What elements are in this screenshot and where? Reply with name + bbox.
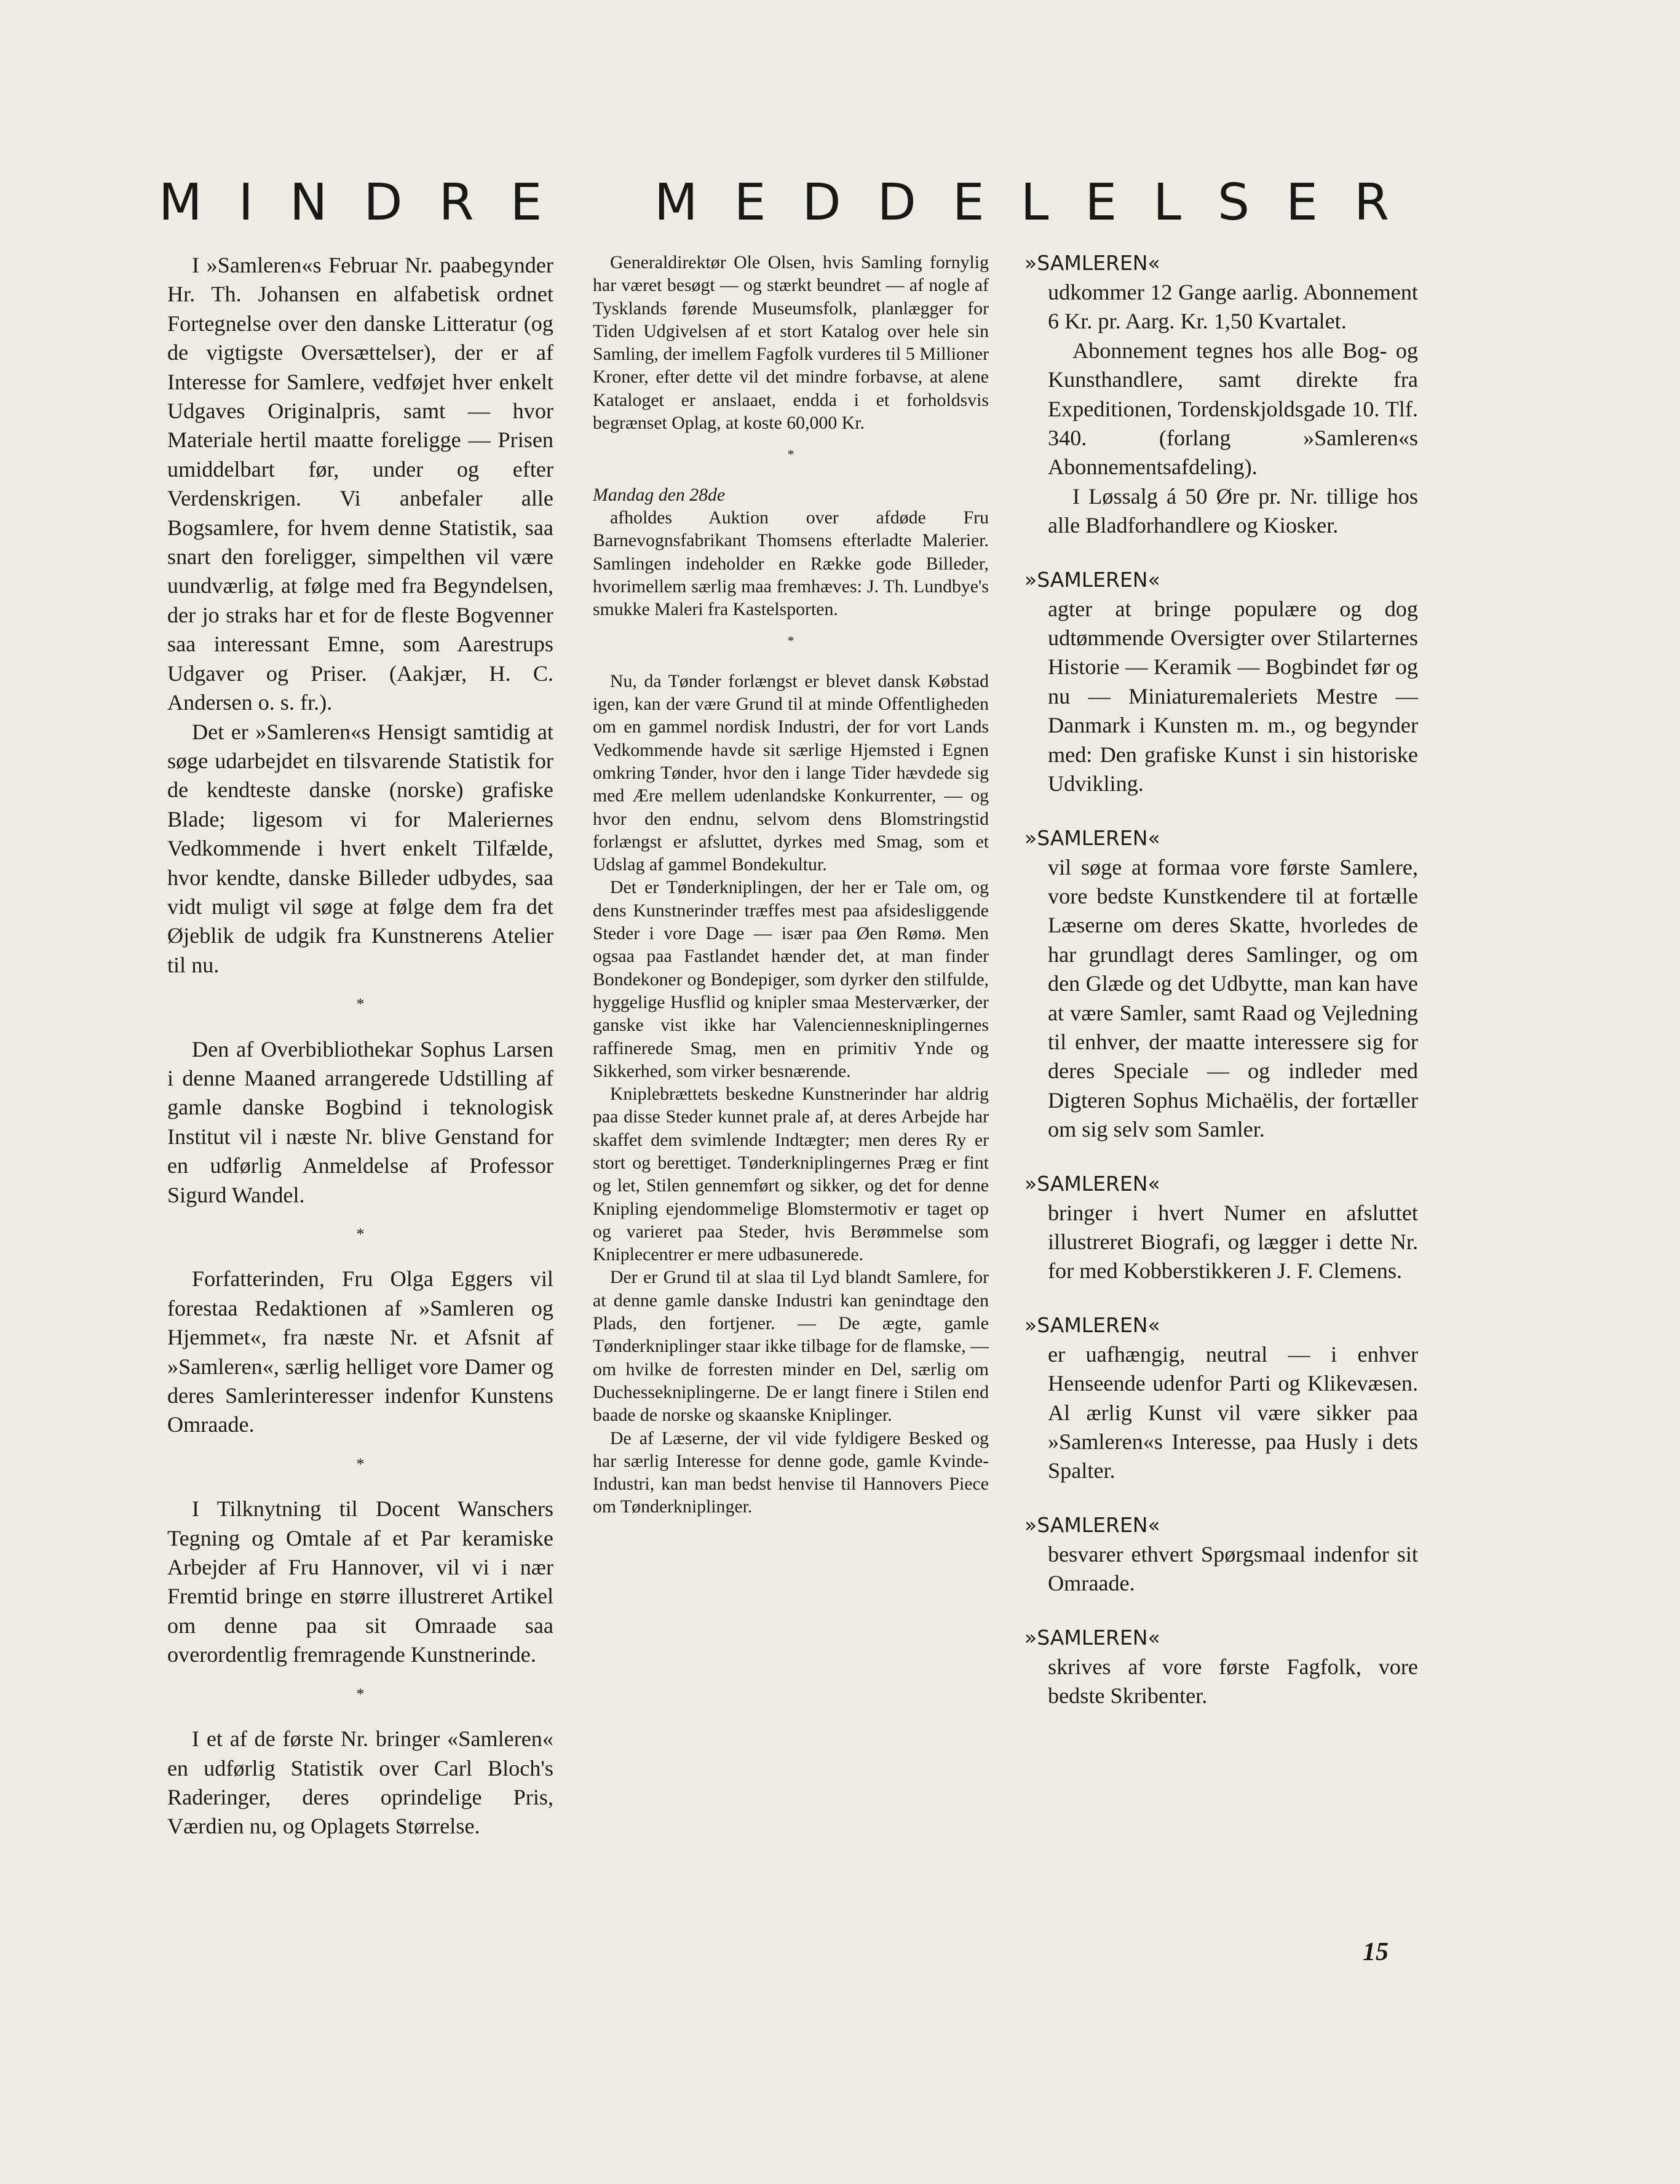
paragraph: Generaldirektør Ole Olsen, hvis Samling fornylig har været besøgt — og stærkt beundret — af nogle af Tysklands førende Museumsfolk, planlægger for Tiden Udgivelsen af et stort Katalog over hele sin Samling, der imellem Fagfolk vurderes til 5 Millioner Kroner, efter dette vil det mindre forbavse, at alene Kataloget er anslaaet, endda i et forholdsvis begrænset Oplag, at koste 60,000 Kr. [593,252,989,434]
samleren-notice [1024,1626,1418,1711]
notice-heading: »SAMLEREN« [1024,567,1160,592]
paragraph: De af Læserne, der vil vide fyldigere Besked og har særlig Interesse for denne gode, gamle Kvinde-Industri, kan man bedst henvise til Hannovers Piece om Tønderkniplinger. [593,1428,989,1517]
notice-heading: Mandag den 28de [593,484,726,505]
paragraph: I »Samleren«s Februar Nr. paabegynder Hr. Th. Johansen en alfabetisk ordnet Fortegnelse over den danske Litteratur (og de vigtigste Oversættelser), der er af Interesse for Samlere, vedføjet hver enkelt Udgaves Originalpris, samt — hvor Materiale hertil maatte foreligge — Prisen umiddelbart før, under og efter Verdenskrigen. Vi anbefaler alle Bogsamlere, for hvem denne Statistik, saa snart den foreligger, simpelthen vil være uundværlig, at følge med fra Begyndelsen, der jo straks har et for de fleste Bogvenner saa interessant Emne, som Aarestrups Udgaver og Priser. (Aakjær, H. C. Andersen o. s. fr.). [167,253,553,715]
paragraph: afholdes Auktion over afdøde Fru Barnevognsfabrikant Thomsens efterladte Malerier. Samlingen indeholder en Række gode Billeder, hvorimellem særlig maa fremhæves: J. Th. Lundbye's smukke Maleri fra Kastelsporten. [593,507,989,620]
samleren-notice [1024,1313,1418,1486]
separator-asterisk: * [356,1455,365,1473]
separator-asterisk: * [787,633,794,649]
paragraph: I et af de første Nr. bringer «Samleren« en udførlig Statistik over Carl Bloch's Raderinger, deres oprindelige Pris, Værdien nu, og Oplagets Størrelse. [167,1726,553,1839]
page-number: 15 [1363,1938,1389,1966]
notice-heading: »SAMLEREN« [1024,1625,1160,1650]
samleren-notice [1024,1513,1418,1598]
notice-heading: »SAMLEREN« [1024,1312,1160,1337]
separator-asterisk: * [787,447,794,463]
paragraph: Kniplebrættets beskedne Kunstnerinder har aldrig paa disse Steder kunnet prale af, at deres Arbejde har skaffet dem svimlende Indtægter; men deres Ry er stort og berettiget. Tønderkniplingernes Præg er fint og let, Stilen gennemført og sikker, og det for denne Knipling ejendommelige Blomstermotiv er taget op og varieret paa Steder, hvis Berømmelse som Kniplecentrer er mere udbasunerede. [593,1084,989,1265]
notice-text: er uafhængig, neutral — i enhver Henseende udenfor Parti og Klikevæsen. Al ærlig Kunst vil være sikker paa »Samleren«s Interesse, paa Husly i dets Spalter. [1048,1341,1418,1483]
notice-text: Abonnement tegnes hos alle Bog- og Kunsthandlere, samt direkte fra Expeditionen, Tordenskjoldsgade 10. Tlf. 340. (forlang »Samleren«s Abonnementsafdeling). [1048,338,1418,480]
samleren-notice [1024,826,1418,1145]
column-2 [593,251,989,1519]
notice-text: besvarer ethvert Spørgsmaal indenfor sit Omraade. [1048,1541,1418,1596]
separator-asterisk: * [356,1225,365,1243]
heading-word-1: MINDRE [159,173,579,232]
paragraph: Det er »Samleren«s Hensigt samtidig at søge udarbejdet en tilsvarende Statistik for de kendteste danske (norske) grafiske Blade; ligesom vi for Maleriernes Vedkommende i hvert enkelt Tilfælde, hvor kendte, danske Billeder udbydes, saa vidt muligt vil søge at følge dem fra det Øjeblik de udgik fra Kunstnerens Atelier til nu. [167,719,553,977]
notice-heading: »SAMLEREN« [1024,1171,1160,1196]
column-3 [1024,251,1418,1737]
paragraph: I Tilknytning til Docent Wanschers Tegning og Omtale af et Par keramiske Arbejder af Fru Hannover, vil vi i nær Fremtid bringe en større illustreret Artikel om denne paa sit Omraade saa overordentlig fremragende Kunstnerinde. [167,1496,553,1667]
separator-asterisk: * [356,995,365,1014]
samleren-notice [1024,251,1418,541]
notice-text: bringer i hvert Numer en afsluttet illustreret Biografi, og lægger i dette Nr. for med Kobberstikkeren J. F. Clemens. [1048,1200,1418,1284]
notice-text: agter at bringe populære og dog udtømmende Oversigter over Stilarternes Historie — Keramik — Bogbindet før og nu — Miniaturemaleriets Mestre — Danmark i Kunsten m. m., og begynder med: Den grafiske Kunst i sin historiske Udvikling. [1048,596,1418,796]
page-heading [159,172,1425,234]
paragraph: Nu, da Tønder forlængst er blevet dansk Købstad igen, kan der være Grund til at minde Offentligheden om en gammel nordisk Industri, der for vort Lands Vedkommende havde sit særlige Hjemsted i Egnen omkring Tønder, hvor den i lange Tider hævdede sig med Ære mellem udenlandske Konkurrenter, — og hvor den endnu, selvom dens Blomstringstid forlængst er afsluttet, dyrkes med Smag, som et Udslag af gammel Bondekultur. [593,670,989,875]
notice-heading: »SAMLEREN« [1024,1512,1160,1537]
notice-heading: »SAMLEREN« [1024,825,1160,850]
paragraph: Der er Grund til at slaa til Lyd blandt Samlere, for at denne gamle danske Industri kan genindtage den Plads, den fortjener. — De ægte, gamle Tønderkniplinger staar ikke tilbage for de flamske, — om hvilke de forresten minder en Del, særlig om Duchessekniplingerne. De er langt finere i Stilen end baade de norske og skaanske Kniplinger. [593,1267,989,1426]
notice-heading: »SAMLEREN« [1024,251,1160,275]
separator-asterisk: * [356,1685,365,1703]
paragraph: Den af Overbibliothekar Sophus Larsen i denne Maaned arrangerede Udstilling af gamle danske Bogbind i teknologisk Institut vil i næste Nr. blive Genstand for en udførlig Anmeldelse af Professor Sigurd Wandel. [167,1036,553,1207]
notice-text: skrives af vore første Fagfolk, vore bedste Skribenter. [1048,1654,1418,1709]
heading-word-2: MEDDELELSER [654,173,1425,232]
paragraph: Det er Tønderkniplingen, der her er Tale om, og dens Kunstnerinder træffes mest paa afsidesliggende Steder i vore Dage — især paa Øen Rømø. Men ogsaa paa Fastlandet hænder det, at man finder Bondekoner og Bondepiger, som dyrker den stilfulde, hyggelige Husflid og knipler smaa Mesterværker, der ganske vist ikke har Valencienneskniplingernes raffinerede Smag, men en primitiv Ynde og Sikkerhed, som virker besnærende. [593,877,989,1081]
notice-text: I Løssalg á 50 Øre pr. Nr. tillige hos alle Bladforhandlere og Kiosker. [1048,483,1418,538]
samleren-notice [1024,568,1418,799]
samleren-notice [1024,1172,1418,1286]
notice-text: udkommer 12 Gange aarlig. Abonnement 6 Kr. pr. Aarg. Kr. 1,50 Kvartalet. [1048,280,1418,334]
paragraph: Forfatterinden, Fru Olga Eggers vil forestaa Redaktionen af »Samleren og Hjemmet«, fra næste Nr. et Afsnit af »Samleren«, særlig helliget vore Damer og deres Samlerinteresser indenfor Kunstens Omraade. [167,1266,553,1437]
notice-text: vil søge at formaa vore første Samlere, vore bedste Kunstkendere til at fortælle Læserne om deres Skatte, hvorledes de har grundlagt deres Samlinger, og om den Glæde og det Udbytte, man kan have at være Samler, samt Raad og Vejledning til enhver, der maatte interessere sig for deres Speciale — og indleder med Digteren Sophus Michaëlis, der fortæller om sig selv som Samler. [1048,854,1418,1142]
column-1 [167,251,553,1841]
